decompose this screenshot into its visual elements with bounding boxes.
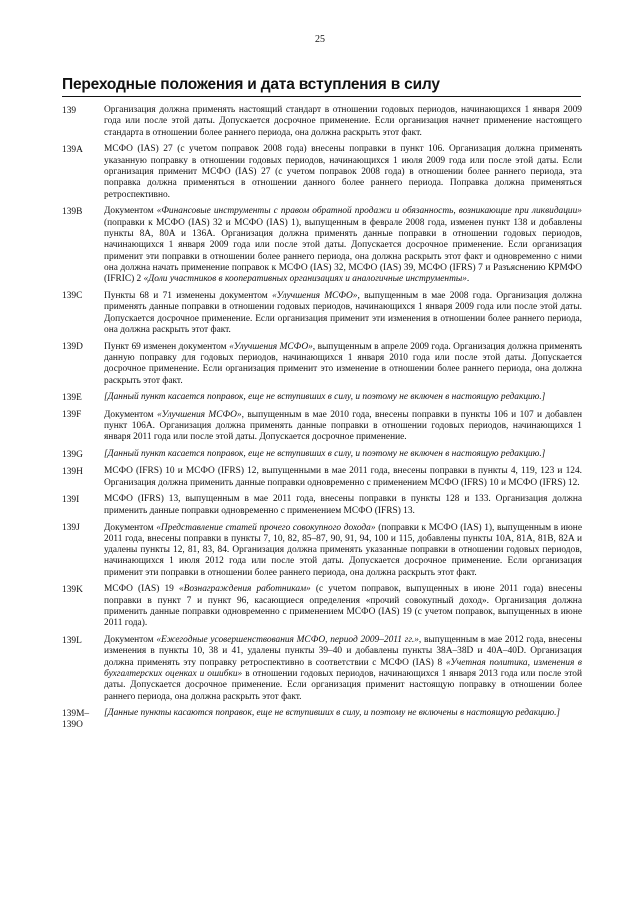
section-heading: Переходные положения и дата вступления в силу: [62, 76, 440, 93]
paragraph-text: [104, 342, 582, 387]
paragraph-number: 139H: [62, 466, 83, 477]
paragraph-text: [104, 206, 582, 285]
paragraph-text-run: , выпущенным в мае 2012 года, внесены изменения в пункты 10, 38 и 41, удалены пункты 39–40 и добавлены пункты 38A–38D и 40A–40D. Организация должна применять эту поправку ретроспективно в соответствии с МСФО (IAS) 8: [104, 635, 582, 668]
paragraph-text-run: , выпущенным в апреле 2009 года. Организация должна применять данную поправку для годовых периодов, начинающихся 1 января 2010 года или после этой даты. Допускается досрочное применение. Если организация применит это изменение в отношении более раннего периода, она должна раскрыть этот факт.: [104, 341, 582, 386]
paragraph-text-run: Пункты 68 и 71 изменены документом: [104, 290, 272, 301]
paragraph-text-run: МСФО (IFRS) 13, выпущенным в мае 2011 года, внесены поправки в пункты 128 и 133. Организация должна применить данные поправки одновременно с применением МСФО (IFRS) 13.: [104, 494, 582, 516]
paragraph: [62, 449, 582, 461]
document-title-reference: «Доли участников в кооперативных организациях и аналогичные инструменты»: [143, 274, 467, 285]
document-title-reference: «Улучшения МСФО»: [271, 290, 358, 301]
paragraph-number: 139C: [62, 291, 83, 302]
paragraph-text: [104, 708, 582, 731]
paragraph: [62, 105, 582, 139]
document-title-reference: «Учетная политика, изменения в бухгалтерских оценках и ошибки»: [104, 657, 582, 680]
paragraph-text-run: [Данные пункты касаются поправок, еще не вступивших в силу, и поэтому не включены в настоящую редакцию.]: [104, 708, 561, 719]
paragraph-text-run: , выпущенным в мае 2010 года, внесены поправки в пункты 106 и 107 и добавлен пункт 106A. Организация должна применять данные поправки в отношении годовых периодов, начинающихся 1 января 2011 года или после этой даты. Допускается досрочное применение.: [104, 409, 582, 443]
paragraph-text-run: МСФО (IAS) 27 (с учетом поправок 2008 года) внесены поправки в пункт 106. Организация должна применять указанную поправку в отношении годовых периодов, начинающихся 1 июля 2009 года или после этой даты. Если организация применит МСФО (IAS) 27 (с учетом поправок 2008 года) в отношении более раннего периода, эта поправка должна применяться в отношении данного более раннего периода. Поправка должна применяться ретроспективно.: [104, 144, 582, 200]
paragraph-text-run: Организация должна применять настоящий стандарт в отношении годовых периодов, начинающихся 1 января 2009 года или после этой даты. Допускается досрочное применение. Если организация начнет применение настоящего стандарта в отношении более раннего периода, она должна раскрыть этот факт.: [104, 105, 582, 138]
paragraph-text: [104, 410, 582, 444]
paragraph-text-run: МСФО (IFRS) 10 и МСФО (IFRS) 12, выпущенными в мае 2011 года, внесены поправки в пункты 4, 119, 123 и 124. Организация должна применить данные поправки одновременно с применением МСФО (IFRS) 10 и МСФО (IFRS) 12.: [104, 466, 582, 488]
document-title-reference: «Представление статей прочего совокупного дохода»: [156, 522, 376, 533]
paragraph: [62, 291, 582, 336]
page-number: 25: [315, 34, 325, 45]
paragraph-number: 139L: [62, 635, 82, 646]
paragraph-text: [104, 105, 582, 139]
paragraph-text: [104, 449, 582, 461]
document-title-reference: «Улучшения МСФО»: [156, 409, 242, 420]
document-title-reference: «Вознаграждения работникам»: [178, 584, 311, 595]
paragraph-text: [104, 466, 582, 489]
paragraph-text: [104, 144, 582, 200]
paragraph-number: 139K: [62, 584, 83, 595]
paragraph-list: [62, 105, 582, 737]
paragraph: [62, 144, 582, 200]
paragraph-text-run: в отношении годовых периодов, начинающихся 1 января 2013 года или после этой даты. Допускается досрочное применение. Если организация применит настоящую поправку в отношении более раннего периода, она должна раскрыть этот факт.: [104, 669, 582, 702]
document-title-reference: «Ежегодные усовершенствования МСФО, период 2009–2011 гг.»: [156, 635, 419, 646]
document-title-reference: «Улучшения МСФО»: [229, 341, 313, 352]
paragraph-text: [104, 584, 582, 629]
paragraph-number: 139: [62, 105, 77, 116]
paragraph: [62, 410, 582, 444]
document-title-reference: «Финансовые инструменты с правом обратной продажи и обязанность, возникающие при ликвидации»: [156, 206, 582, 217]
paragraph-text-run: Документом: [104, 635, 157, 646]
paragraph-number: 139A: [62, 144, 83, 155]
paragraph-text-run: Документом: [104, 522, 157, 533]
paragraph-text: [104, 291, 582, 336]
paragraph: [62, 523, 582, 579]
paragraph: [62, 392, 582, 404]
paragraph-number: 139B: [62, 206, 83, 217]
paragraph: [62, 708, 582, 731]
paragraph-text-run: (с учетом поправок, выпущенных в июне 2011 года) внесены поправки в пункт 7 и пункт 96, касающиеся определения «прочий совокупный доход». Организация должна применить данные поправки одновременно с применением МСФО (IAS) 19 (с учетом поправок, выпущенных в июне 2011 года).: [104, 584, 583, 629]
paragraph-number: 139E: [62, 392, 82, 403]
paragraph-number: 139M–139O: [62, 708, 90, 731]
paragraph-text-run: [Данный пункт касается поправок, еще не вступивших в силу, и поэтому не включен в настоящую редакцию.]: [104, 392, 546, 403]
paragraph: [62, 584, 582, 629]
paragraph-number: 139I: [62, 494, 80, 505]
paragraph-text-run: МСФО (IAS) 19: [104, 584, 179, 595]
paragraph-text-run: (поправки к МСФО (IAS) 1), выпущенным в июне 2011 года, внесены поправки в пункты 7, 10, 82, 85–87, 90, 91, 94, 100 и 115, добавлены пункты 10A, 81A, 81B, 82A и удалены пункты 12, 81, 83, 84. Организация должна применять указанные поправки в отношении годовых периодов, начинающихся 1 июля 2012 года или после этой даты. Допускается досрочное применение. Если организация применит эти поправки в отношении более раннего периода, она должна раскрыть этот факт.: [104, 522, 582, 578]
paragraph-text-run: Пункт 69 изменен документом: [104, 341, 230, 352]
paragraph-text-run: (поправки к МСФО (IAS) 32 и МСФО (IAS) 1), выпущенным в феврале 2008 года, изменен пункт 138 и добавлены пункты 8A, 80A и 136A. Организация должна применять данные поправки в отношении годовых периодов, начинающихся 1 января 2009 года или после этой даты. Допускается досрочное применение. Если организация применит эти поправки в отношении более раннего периода, она должна раскрыть этот факт и одновременно с ними она должна начать применение поправок к МСФО (IAS) 32, МСФО (IAS) 39, МСФО (IFRS) 7 и Разъяснению КРМФО (IFRIC) 2: [104, 217, 582, 285]
paragraph-text: [104, 494, 582, 517]
paragraph-number: 139J: [62, 523, 80, 533]
paragraph-text-run: [Данный пункт касается поправок, еще не вступивших в силу, и поэтому не включен в настоящую редакцию.]: [104, 449, 546, 460]
paragraph-text: [104, 523, 582, 579]
paragraph-text-run: Документом: [104, 206, 157, 217]
paragraph: [62, 466, 582, 489]
paragraph-text: [104, 392, 582, 404]
heading-underline: [62, 96, 581, 97]
paragraph-number: 139D: [62, 342, 83, 353]
paragraph-number: 139F: [62, 410, 82, 421]
paragraph: [62, 635, 582, 703]
paragraph-text-run: Документом: [104, 409, 157, 420]
paragraph-text-run: .: [466, 274, 470, 285]
paragraph: [62, 206, 582, 285]
paragraph-number: 139G: [62, 449, 83, 460]
paragraph: [62, 342, 582, 387]
paragraph-text: [104, 635, 582, 703]
paragraph-text-run: , выпущенным в мае 2008 года. Организация должна применять данные поправки в отношении годовых периодов, начинающихся 1 января 2009 года или после этой даты. Допускается досрочное применение. Если организация применит эти изменения в отношении более раннего периода, она должна раскрыть этот факт.: [104, 290, 583, 335]
paragraph: [62, 494, 582, 517]
